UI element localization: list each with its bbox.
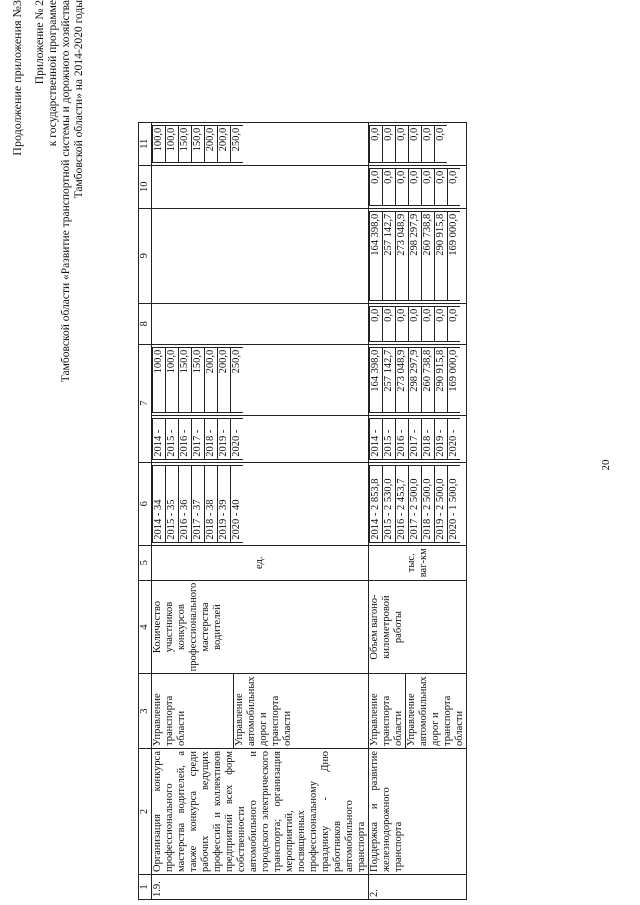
value-cell: 290 915,8 xyxy=(435,211,448,300)
value-cell: 2017 - xyxy=(192,418,205,459)
value-cell: 2020 - 1 500,0 xyxy=(448,465,461,542)
value-cell: 0,0 xyxy=(396,125,409,162)
value-cell: 2018 - xyxy=(422,418,435,459)
value-cell: 2014 - 34 xyxy=(153,465,166,542)
value-cell: 0,0 xyxy=(396,168,409,205)
unit: ед. xyxy=(152,545,369,580)
value-cell: 2016 - xyxy=(396,418,409,459)
executor-b: Управление автомобильных дорог и транспорта области xyxy=(233,674,368,749)
value-cell: 2019 - xyxy=(218,418,231,459)
c8-cell xyxy=(152,303,369,344)
col-2: 2 xyxy=(139,749,152,875)
value-cell: 100,0 xyxy=(153,347,166,412)
col-5: 5 xyxy=(139,545,152,580)
c11-cell xyxy=(369,122,467,165)
col-6: 6 xyxy=(139,462,152,545)
value-cell: 0,0 xyxy=(435,168,448,205)
value-cell: 2016 - xyxy=(179,418,192,459)
row-number: 1.9. xyxy=(152,875,369,900)
col-1: 1 xyxy=(139,875,152,900)
value-cell: 2018 - 2 500,0 xyxy=(422,465,435,542)
value-cell: 169 000,0 xyxy=(448,347,461,412)
value-cell: 100,0 xyxy=(166,125,179,162)
value-cell: 0,0 xyxy=(422,125,435,162)
value-cell: 0,0 xyxy=(409,168,422,205)
table-row xyxy=(369,122,406,899)
value-cell: 2019 - xyxy=(435,418,448,459)
value-cell: 2017 - 37 xyxy=(192,465,205,542)
value-cell: 2019 - 39 xyxy=(218,465,231,542)
value-cell: 150,0 xyxy=(192,125,205,162)
value-cell: 200,0 xyxy=(205,125,218,162)
value-cell: 2015 - xyxy=(383,418,396,459)
value-cell: 2019 - 2 500,0 xyxy=(435,465,448,542)
value-cell: 0,0 xyxy=(370,306,383,341)
c11-cell xyxy=(152,122,369,165)
value-cell: 2015 - 2 530,0 xyxy=(383,465,396,542)
value-cell: 260 738,8 xyxy=(422,347,435,412)
value-cell: 0,0 xyxy=(422,306,435,341)
value-cell: 164 398,0 xyxy=(370,211,383,300)
col-3: 3 xyxy=(139,674,152,749)
value-cell: 2014 - 2 853,8 xyxy=(370,465,383,542)
value-cell: 257 142,7 xyxy=(383,211,396,300)
value-cell: 298 297,9 xyxy=(409,347,422,412)
value-cell: 2020 - 40 xyxy=(231,465,244,542)
value-cell: 0,0 xyxy=(409,306,422,341)
value-cell: 2015 - 35 xyxy=(166,465,179,542)
value-cell: 0,0 xyxy=(370,125,383,162)
row-title: Организация конкурса профессионального мастерства водителей, а также конкурса среди рабочих ведущих профессий и коллективов предприятий всех форм собственности автомобильного и городского электрического транспорта; организация мероприятий, посвященных профессиональному празднику - Дню работников автомобильного транспорта xyxy=(152,749,369,875)
total-cell xyxy=(152,344,369,415)
table-row xyxy=(152,122,234,899)
value-cell: 100,0 xyxy=(153,125,166,162)
c8-cell xyxy=(369,303,467,344)
total-cell xyxy=(369,344,467,415)
value-cell: 273 048,9 xyxy=(396,347,409,412)
c10-cell xyxy=(152,165,369,208)
value-cell: 290 915,8 xyxy=(435,347,448,412)
header-line3: Тамбовской области» на 2014-2020 годы xyxy=(73,0,85,199)
value-cell: 0,0 xyxy=(383,306,396,341)
header-prefix: Приложение № 2 xyxy=(34,0,46,85)
value-cell: 298 297,9 xyxy=(409,211,422,300)
executor-b: Управление автомобильных дорог и транспорта области xyxy=(406,674,467,749)
value-cell: 0,0 xyxy=(409,125,422,162)
value-cell: 2016 - 36 xyxy=(179,465,192,542)
value-cell: 0,0 xyxy=(383,168,396,205)
column-number-row xyxy=(139,122,152,899)
targets-cell xyxy=(369,462,467,545)
year-cell xyxy=(152,415,369,462)
col-11: 11 xyxy=(139,122,152,165)
unit: тыс. ваг-км xyxy=(369,545,467,580)
value-cell: 2018 - 38 xyxy=(205,465,218,542)
value-cell: 0,0 xyxy=(370,168,383,205)
col-8: 8 xyxy=(139,303,152,344)
value-cell: 0,0 xyxy=(435,125,448,162)
value-cell: 260 738,8 xyxy=(422,211,435,300)
executor-a: Управление транспорта области xyxy=(369,674,406,749)
col-4: 4 xyxy=(139,580,152,674)
value-cell: 2020 - xyxy=(231,418,244,459)
value-cell: 150,0 xyxy=(179,125,192,162)
value-cell: 0,0 xyxy=(448,306,461,341)
value-cell: 169 000,0 xyxy=(448,211,461,300)
col-7: 7 xyxy=(139,344,152,462)
program-table xyxy=(138,122,467,900)
col-9: 9 xyxy=(139,208,152,303)
value-cell: 2017 - 2 500,0 xyxy=(409,465,422,542)
c9-cell xyxy=(369,208,467,303)
value-cell: 200,0 xyxy=(218,125,231,162)
value-cell: 2017 - xyxy=(409,418,422,459)
value-cell: 250,0 xyxy=(231,125,244,162)
value-cell: 250,0 xyxy=(231,347,244,412)
targets-cell xyxy=(152,462,369,545)
value-cell: 150,0 xyxy=(179,347,192,412)
value-cell: 0,0 xyxy=(435,306,448,341)
header-line2: Тамбовской области «Развитие транспортной системы и дорожного хозяйства xyxy=(60,0,72,383)
year-cell xyxy=(369,415,467,462)
c9-cell xyxy=(152,208,369,303)
appendix-header xyxy=(34,0,86,450)
indicator: Количество участников конкурсов профессионального мастерства водителей xyxy=(152,580,369,674)
value-cell: 2015 - xyxy=(166,418,179,459)
c10-cell xyxy=(369,165,467,208)
value-cell: 2018 - xyxy=(205,418,218,459)
row-number: 2. xyxy=(369,875,467,900)
value-cell: 164 398,0 xyxy=(370,347,383,412)
value-cell: 2016 - 2 453,7 xyxy=(396,465,409,542)
value-cell: 273 048,9 xyxy=(396,211,409,300)
executor-a: Управление транспорта области xyxy=(152,674,234,749)
value-cell: 257 142,7 xyxy=(383,347,396,412)
indicator: Объем вагоно-километровой работы xyxy=(369,580,467,674)
value-cell: 2020 - xyxy=(448,418,461,459)
row-title: Поддержка и развитие железнодорожного транспорта xyxy=(369,749,467,875)
value-cell: 200,0 xyxy=(205,347,218,412)
value-cell: 0,0 xyxy=(422,168,435,205)
value-cell: 200,0 xyxy=(218,347,231,412)
value-cell: 150,0 xyxy=(192,347,205,412)
value-cell: 2014 - xyxy=(153,418,166,459)
value-cell: 100,0 xyxy=(166,347,179,412)
col-10: 10 xyxy=(139,165,152,208)
value-cell: 0,0 xyxy=(448,168,461,205)
value-cell: 0,0 xyxy=(396,306,409,341)
value-cell: 0,0 xyxy=(383,125,396,162)
header-line1: к государственной программе xyxy=(47,0,59,147)
value-cell: 2014 - xyxy=(370,418,383,459)
continuation-note: Продолжение приложения №3 xyxy=(10,0,24,156)
page-number: 20 xyxy=(600,459,612,471)
